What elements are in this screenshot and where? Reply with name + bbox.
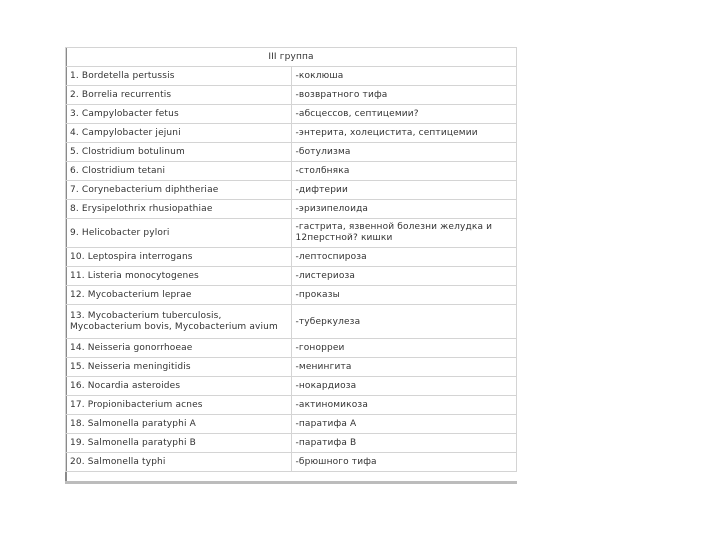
organism-cell: 10. Leptospira interrogans — [66, 248, 292, 267]
organism-cell: 16. Nocardia asteroides — [66, 377, 292, 396]
organism-cell: 5. Clostridium botulinum — [66, 143, 292, 162]
table-row — [66, 143, 517, 162]
table-row — [66, 86, 517, 105]
table-row — [66, 305, 517, 339]
table-row — [66, 377, 517, 396]
pathogen-table — [65, 47, 517, 472]
organism-cell: 2. Borrelia recurrentis — [66, 86, 292, 105]
table-row — [66, 339, 517, 358]
organism-cell: 19. Salmonella paratyphi B — [66, 434, 292, 453]
table-row — [66, 358, 517, 377]
organism-cell: 17. Propionibacterium acnes — [66, 396, 292, 415]
table-row — [66, 181, 517, 200]
disease-cell: -ботулизма — [291, 143, 517, 162]
disease-cell: -столбняка — [291, 162, 517, 181]
disease-cell: -гастрита, язвенной болезни желудка и 12перстной? кишки — [291, 219, 517, 248]
table-row — [66, 67, 517, 86]
table-row — [66, 219, 517, 248]
organism-cell: 11. Listeria monocytogenes — [66, 267, 292, 286]
organism-cell: 3. Campylobacter fetus — [66, 105, 292, 124]
disease-cell: -гонорреи — [291, 339, 517, 358]
organism-cell: 13. Mycobacterium tuberculosis, Mycobacterium bovis, Mycobacterium avium — [66, 305, 292, 339]
organism-cell: 14. Neisseria gonorrhoeae — [66, 339, 292, 358]
table-row — [66, 267, 517, 286]
disease-cell: -менингита — [291, 358, 517, 377]
disease-cell: -листериоза — [291, 267, 517, 286]
disease-cell: -проказы — [291, 286, 517, 305]
group-header: III группа — [66, 48, 517, 67]
organism-cell: 20. Salmonella typhi — [66, 453, 292, 472]
disease-cell: -нокардиоза — [291, 377, 517, 396]
table-header-row — [66, 48, 517, 67]
table-row — [66, 248, 517, 267]
disease-cell: -туберкулеза — [291, 305, 517, 339]
disease-cell: -возвратного тифа — [291, 86, 517, 105]
disease-cell: -актиномикоза — [291, 396, 517, 415]
table-row — [66, 453, 517, 472]
table-row — [66, 162, 517, 181]
disease-cell: -коклюша — [291, 67, 517, 86]
table-bottom-border — [65, 481, 517, 484]
table-row — [66, 200, 517, 219]
organism-cell: 1. Bordetella pertussis — [66, 67, 292, 86]
organism-cell: 4. Campylobacter jejuni — [66, 124, 292, 143]
organism-cell: 12. Mycobacterium leprae — [66, 286, 292, 305]
organism-cell: 7. Corynebacterium diphtheriae — [66, 181, 292, 200]
disease-cell: -дифтерии — [291, 181, 517, 200]
disease-cell: -абсцессов, септицемии? — [291, 105, 517, 124]
disease-cell: -паратифа A — [291, 415, 517, 434]
table-row — [66, 396, 517, 415]
organism-cell: 18. Salmonella paratyphi A — [66, 415, 292, 434]
table-row — [66, 415, 517, 434]
table-row — [66, 286, 517, 305]
organism-cell: 8. Erysipelothrix rhusiopathiae — [66, 200, 292, 219]
disease-cell: -паратифа B — [291, 434, 517, 453]
table-row — [66, 105, 517, 124]
organism-cell: 9. Helicobacter pylori — [66, 219, 292, 248]
disease-cell: -эризипелоида — [291, 200, 517, 219]
disease-cell: -брюшного тифа — [291, 453, 517, 472]
pathogen-table-container — [65, 47, 517, 472]
organism-cell: 15. Neisseria meningitidis — [66, 358, 292, 377]
table-row — [66, 434, 517, 453]
table-row — [66, 124, 517, 143]
disease-cell: -лептоспироза — [291, 248, 517, 267]
organism-cell: 6. Clostridium tetani — [66, 162, 292, 181]
disease-cell: -энтерита, холецистита, септицемии — [291, 124, 517, 143]
